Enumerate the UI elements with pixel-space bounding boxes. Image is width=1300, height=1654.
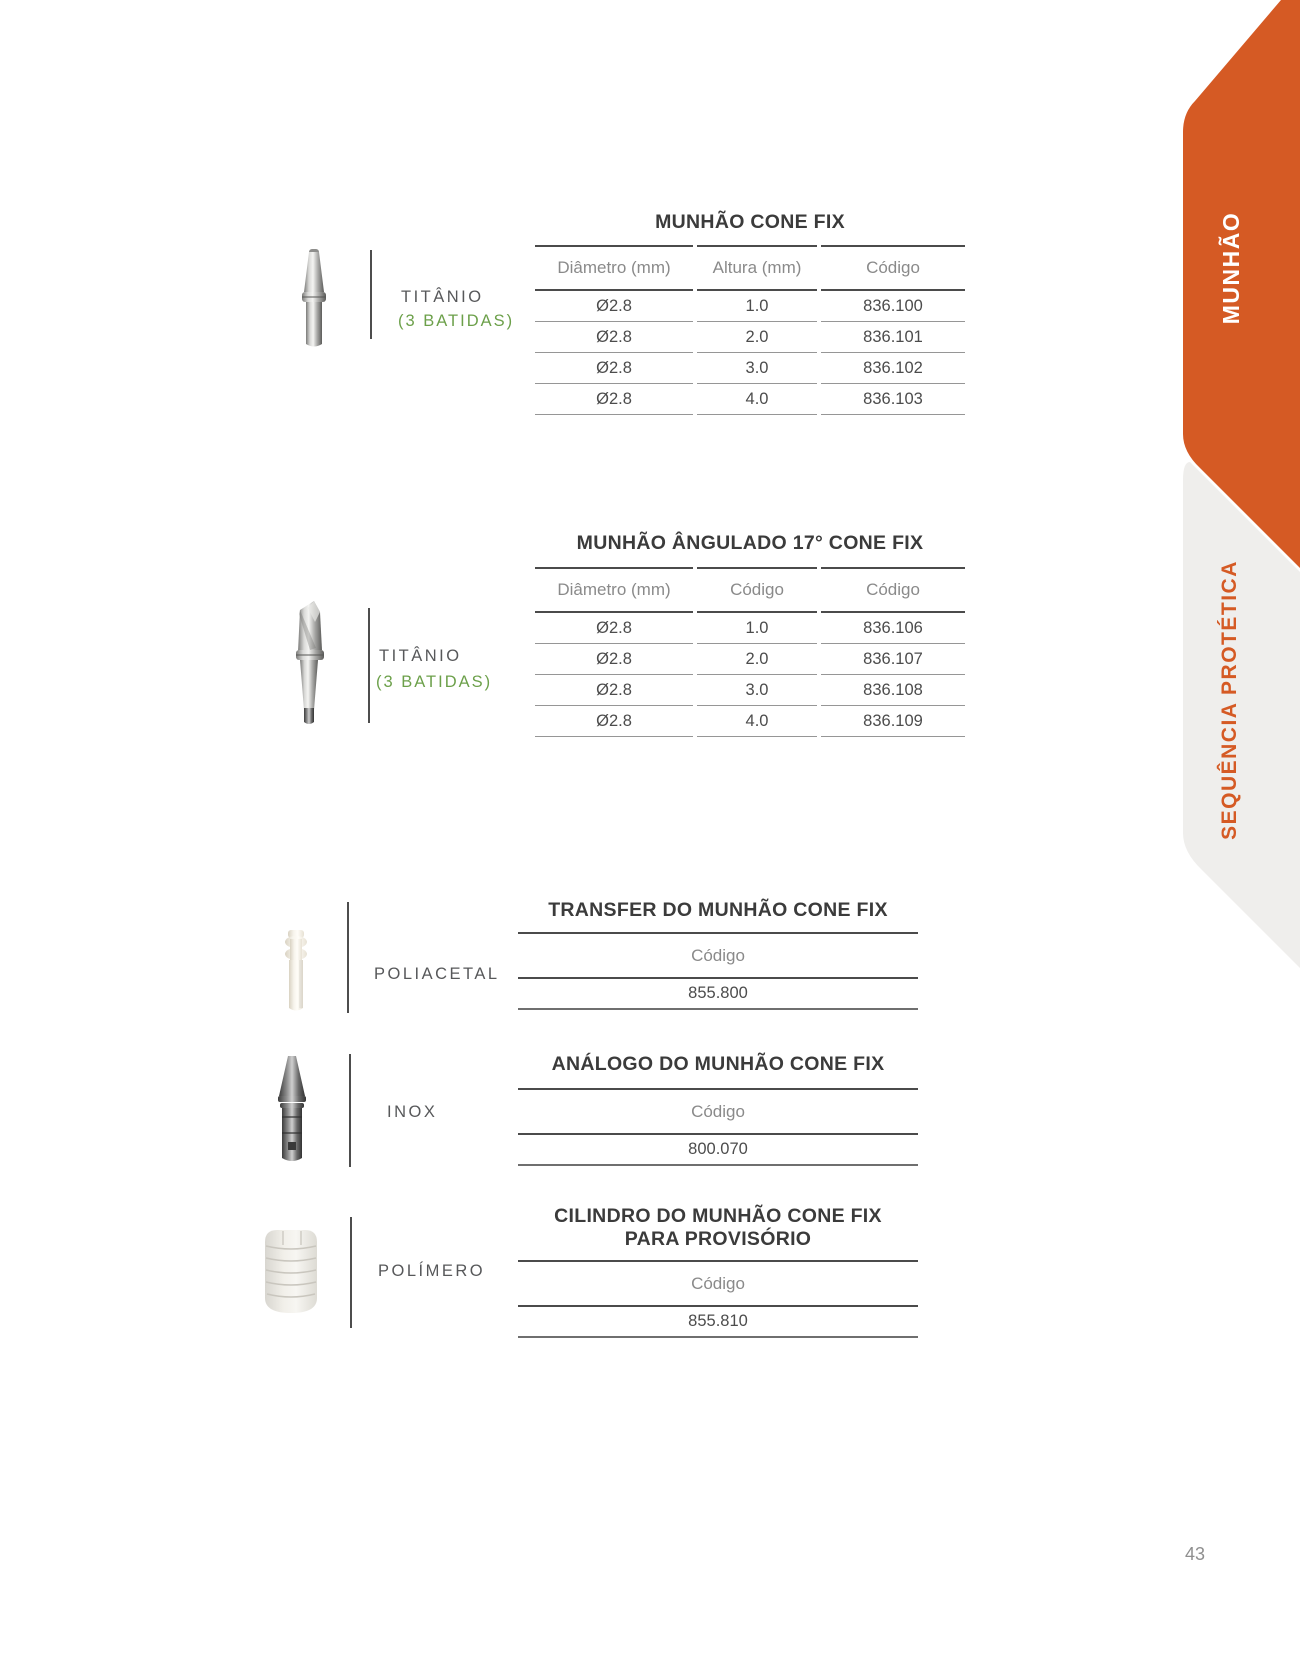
table-munhao-angulado (535, 520, 965, 737)
table-title-line: MUNHÃO ÂNGULADO 17° CONE FIX (576, 532, 924, 554)
tab-sequencia-protetica: SEQUÊNCIA PROTÉTICA (1218, 560, 1241, 840)
material-note: (3 BATIDAS) (376, 673, 493, 691)
table-cell: 855.810 (518, 1307, 918, 1338)
table-grid (535, 567, 965, 737)
table-cell: Ø2.8 (535, 353, 693, 384)
table-title-line: ANÁLOGO DO MUNHÃO CONE FIX (551, 1053, 885, 1075)
table-cell: Ø2.8 (535, 613, 693, 644)
table-grid (535, 245, 965, 415)
divider (349, 1054, 351, 1167)
material-label: TITÂNIO (379, 647, 462, 665)
table-cell: Ø2.8 (535, 675, 693, 706)
material-label: POLÍMERO (378, 1262, 486, 1280)
column-header: Código (821, 567, 965, 613)
table-title-line: TRANSFER DO MUNHÃO CONE FIX (548, 898, 888, 921)
divider (368, 608, 370, 723)
table-cell: 836.100 (821, 291, 965, 322)
table-grid (518, 1088, 918, 1166)
angled-titanium-abutment-image (284, 598, 332, 726)
table-cell: Ø2.8 (535, 706, 693, 737)
column-header: Código (697, 567, 817, 613)
table-cell: 855.800 (518, 979, 918, 1010)
table-munhao-cone-fix (535, 200, 965, 415)
column-header: Código (518, 932, 918, 979)
table-cell: 4.0 (697, 384, 817, 415)
column-header: Diâmetro (mm) (535, 567, 693, 613)
table-cell: 836.107 (821, 644, 965, 675)
column-header: Altura (mm) (697, 245, 817, 291)
tab-munhao: MUNHÃO (1217, 211, 1244, 325)
analog-inox-image (275, 1054, 309, 1168)
table-title (535, 200, 965, 245)
material-note: (3 BATIDAS) (398, 312, 515, 330)
table-transfer (518, 888, 918, 1010)
table-title-line: PARA PROVISÓRIO (624, 1228, 812, 1250)
table-title (518, 888, 918, 932)
table-cell: 836.102 (821, 353, 965, 384)
divider (370, 250, 372, 339)
table-title-line: CILINDRO DO MUNHÃO CONE FIX (554, 1205, 882, 1227)
column-header: Código (518, 1260, 918, 1307)
table-cell: Ø2.8 (535, 384, 693, 415)
table-cell: 1.0 (697, 613, 817, 644)
table-cell: 3.0 (697, 675, 817, 706)
table-cell: Ø2.8 (535, 322, 693, 353)
table-cell: 2.0 (697, 322, 817, 353)
table-grid (518, 1260, 918, 1338)
table-cell: 836.103 (821, 384, 965, 415)
divider (350, 1217, 352, 1328)
table-cell: 836.108 (821, 675, 965, 706)
table-cell: 1.0 (697, 291, 817, 322)
page-number: 43 (1185, 1544, 1206, 1564)
table-title (535, 520, 965, 567)
material-label: INOX (387, 1103, 438, 1121)
table-cell: 836.106 (821, 613, 965, 644)
table-title-line: MUNHÃO CONE FIX (655, 211, 845, 233)
table-cell: 4.0 (697, 706, 817, 737)
table-cell: 3.0 (697, 353, 817, 384)
column-header: Código (518, 1088, 918, 1135)
cylinder-polymer-image (261, 1226, 321, 1316)
table-cell: 800.070 (518, 1135, 918, 1166)
material-label: POLIACETAL (374, 965, 500, 983)
table-title (518, 1196, 918, 1260)
table-cell: Ø2.8 (535, 291, 693, 322)
column-header: Diâmetro (mm) (535, 245, 693, 291)
table-cell: 836.109 (821, 706, 965, 737)
table-analogo (518, 1041, 918, 1166)
table-grid (518, 932, 918, 1010)
table-cell: 2.0 (697, 644, 817, 675)
divider (347, 902, 349, 1013)
transfer-poliacetal-image (277, 929, 315, 1013)
column-header: Código (821, 245, 965, 291)
material-label: TITÂNIO (401, 288, 484, 306)
table-cilindro (518, 1196, 918, 1338)
table-cell: Ø2.8 (535, 644, 693, 675)
table-cell: 836.101 (821, 322, 965, 353)
straight-titanium-abutment-image (294, 248, 334, 350)
table-title (518, 1041, 918, 1088)
